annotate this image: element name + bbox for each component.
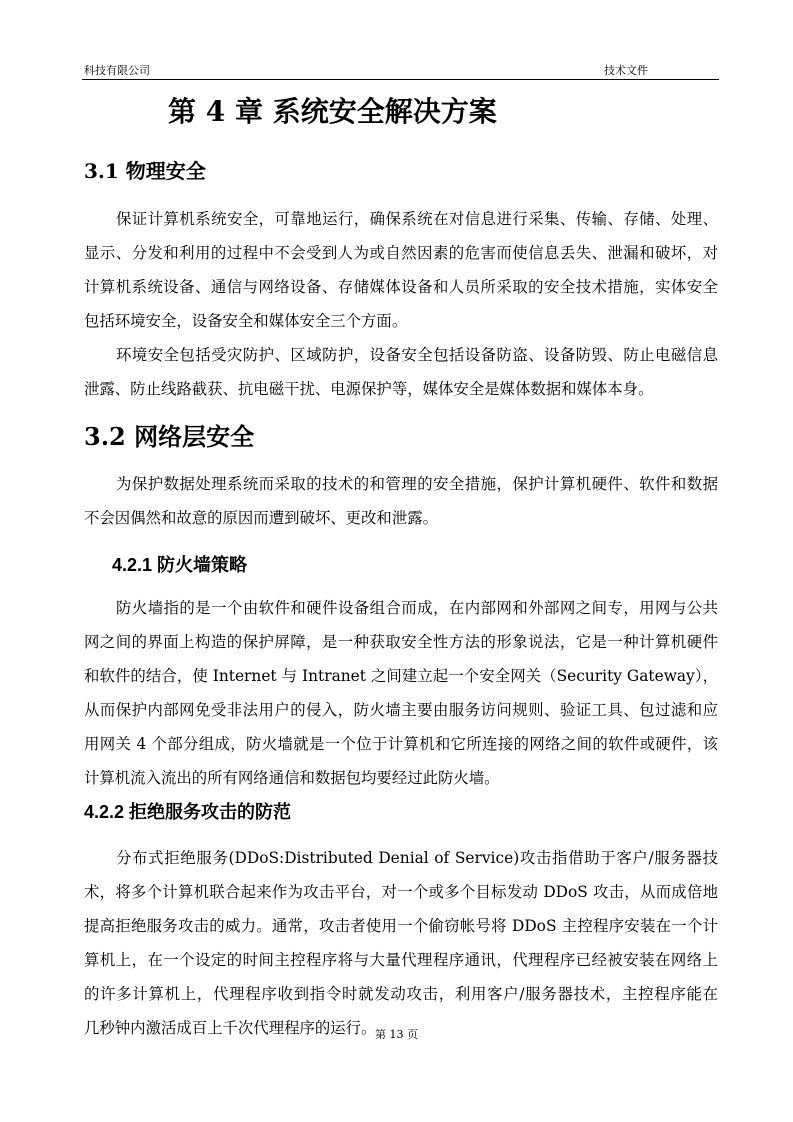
section-heading-3-2: 3.2 网络层安全 (84, 422, 255, 451)
paragraph-line: 算机上，在一个设定的时间主控程序将与大量代理程序通讯，代理程序已经被安装在网络上 (84, 951, 718, 969)
paragraph-line: 为保护数据处理系统而采取的技术的和管理的安全措施，保护计算机硬件、软件和数据 (116, 475, 718, 493)
paragraph-line: 计算机系统设备、通信与网络设备、存储媒体设备和人员所采取的安全技术措施，实体安全 (84, 278, 718, 296)
paragraph-line: 不会因偶然和故意的原因而遭到破坏、更改和泄露。 (84, 509, 438, 527)
paragraph-line: 计算机流入流出的所有网络通信和数据包均要经过此防火墙。 (84, 769, 500, 787)
paragraph-line: 网之间的界面上构造的保护屏障，是一种获取安全性方法的形象说法，它是一种计算机硬件 (84, 633, 718, 651)
page-number: 第 13 页 (375, 1028, 418, 1041)
paragraph-line: 从而保护内部网免受非法用户的侵入，防火墙主要由服务访问规则、验证工具、包过滤和应 (84, 701, 718, 719)
section-heading-4-2-1: 4.2.1 防火墙策略 (112, 555, 248, 575)
chapter-title: 第 4 章 系统安全解决方案 (168, 95, 497, 128)
paragraph-line: 和软件的结合，使 Internet 与 Intranet 之间建立起一个安全网关（Security Gateway）， (84, 667, 718, 685)
paragraph-line: 包括环境安全，设备安全和媒体安全三个方面。 (84, 312, 408, 330)
section-heading-3-1: 3.1 物理安全 (84, 159, 206, 183)
paragraph-line: 显示、分发和利用的过程中不会受到人为或自然因素的危害而使信息丢失、泄漏和破坏，对 (84, 244, 718, 262)
header-divider (82, 79, 719, 80)
paragraph-line: 防火墙指的是一个由软件和硬件设备组合而成，在内部网和外部网之间专，用网与公共 (116, 599, 718, 617)
paragraph-line: 保证计算机系统安全，可靠地运行，确保系统在对信息进行采集、传输、存储、处理、 (116, 210, 718, 228)
paragraph-line: 提高拒绝服务攻击的威力。通常，攻击者使用一个偷窃帐号将 DDoS 主控程序安装在一个计 (84, 917, 718, 935)
paragraph-line: 术，将多个计算机联合起来作为攻击平台，对一个或多个目标发动 DDoS 攻击，从而成倍地 (84, 883, 718, 901)
paragraph-line: 分布式拒绝服务(DDoS:Distributed Denial of Service)攻击指借助于客户/服务器技 (116, 849, 718, 867)
paragraph-line: 的许多计算机上，代理程序收到指令时就发动攻击，利用客户/服务器技术，主控程序能在 (84, 985, 718, 1003)
paragraph-line: 环境安全包括受灾防护、区域防护，设备安全包括设备防盗、设备防毁、防止电磁信息 (116, 346, 718, 364)
paragraph-line: 用网关 4 个部分组成，防火墙就是一个位于计算机和它所连接的网络之间的软件或硬件，该 (84, 735, 718, 753)
header-doc-type: 技术文件 (604, 64, 648, 77)
section-heading-4-2-2: 4.2.2 拒绝服务攻击的防范 (84, 802, 292, 822)
paragraph-line: 泄露、防止线路截获、抗电磁干扰、电源保护等，媒体安全是媒体数据和媒体本身。 (84, 380, 654, 398)
header-company: 科技有限公司 (84, 64, 150, 77)
paragraph-line: 几秒钟内激活成百上千次代理程序的运行。 (84, 1019, 377, 1037)
